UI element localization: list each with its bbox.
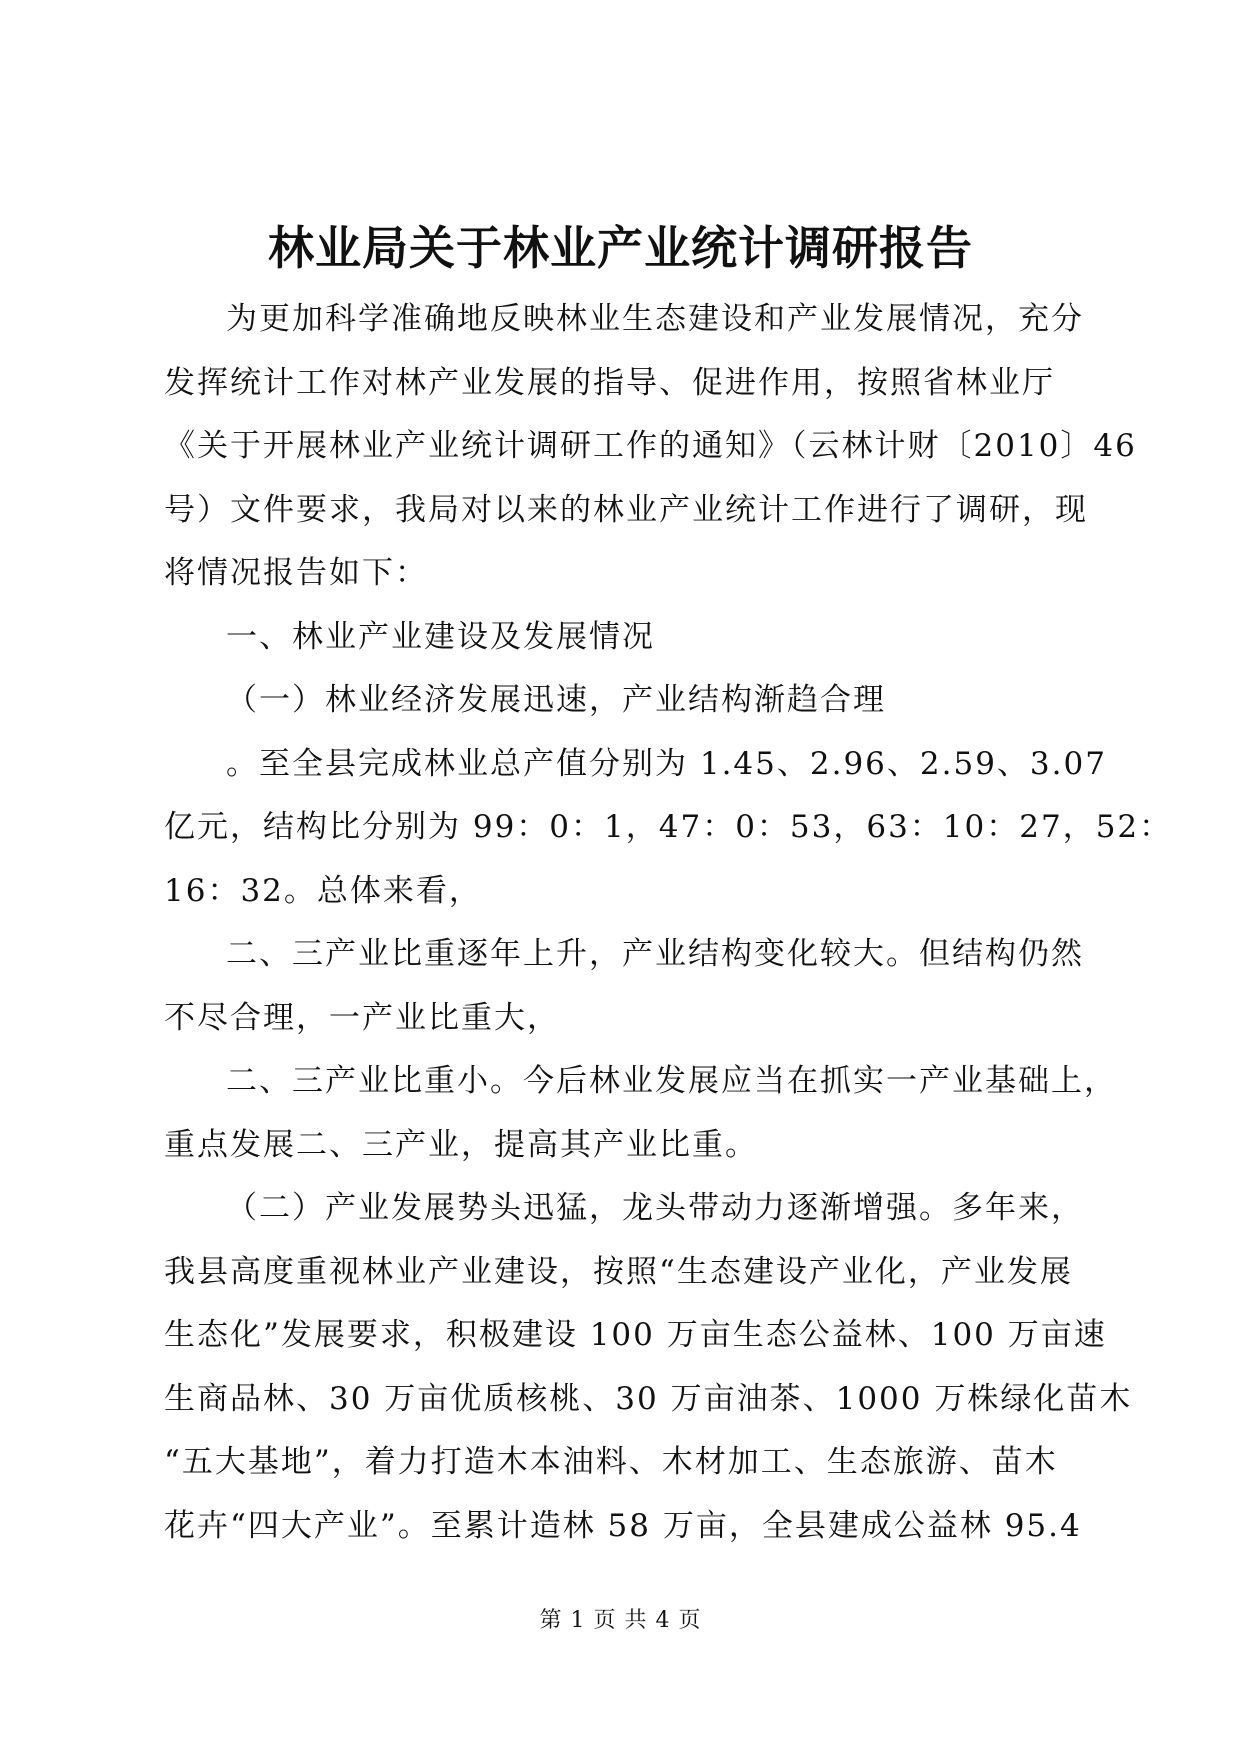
text-line: 。至全县完成林业总产值分别为 1.45、2.96、2.59、3.07 — [226, 745, 1107, 782]
text-line: 二、三产业比重逐年上升，产业结构变化较大。但结构仍然 — [226, 936, 1084, 972]
document-title: 林业局关于林业产业统计调研报告 — [268, 221, 973, 275]
text-line: 为更加科学准确地反映林业生态建设和产业发展情况，充分 — [226, 301, 1084, 337]
document-body — [164, 288, 1173, 1558]
section-heading — [164, 606, 1082, 670]
text-line: （二）产业发展势头迅猛，龙头带动力逐渐增强。多年来， — [226, 1190, 1084, 1226]
text-line: 重点发展二、三产业，提高其产业比重。 — [164, 1126, 758, 1163]
text-line: 二、三产业比重小。今后林业发展应当在抓实一产业基础上， — [226, 1063, 1117, 1099]
text-line: （一）林业经济发展迅速，产业结构渐趋合理 — [226, 682, 886, 718]
paragraph — [164, 733, 1173, 924]
text-line: 号）文件要求，我局对以来的林业产业统计工作进行了调研，现 — [164, 491, 1088, 528]
text-line: 发挥统计工作对林产业发展的指导、促进作用，按照省林业厅 — [164, 364, 1055, 401]
text-line: 生态化”发展要求，积极建设 100 万亩生态公益林、100 万亩速 — [164, 1317, 1107, 1353]
text-line: 将情况报告如下： — [164, 555, 428, 591]
text-line: 我县高度重视林业产业建设，按照“生态建设产业化，产业发展 — [164, 1253, 1073, 1290]
text-line: 不尽合理，一产业比重大， — [164, 999, 560, 1036]
text-line: 花卉“四大产业”。至累计造林 58 万亩，全县建成公益林 95.4 — [164, 1507, 1082, 1544]
text-line: 16：32。总体来看， — [164, 872, 482, 909]
text-line: 《关于开展林业产业统计调研工作的通知》（云林计财〔2010〕46 — [164, 428, 1137, 464]
paragraph — [164, 1050, 1117, 1177]
paragraph — [164, 923, 1082, 1050]
page-footer: 第 1 页 共 4 页 — [539, 1608, 702, 1633]
text-line: 亿元，结构比分别为 99：0：1，47：0：53，63：10：27，52： — [164, 809, 1173, 845]
paragraph — [164, 1177, 1133, 1558]
subsection-heading — [164, 669, 1082, 733]
text-line: 一、林业产业建设及发展情况 — [226, 618, 655, 655]
paragraph — [164, 288, 1137, 606]
text-line: “五大基地”，着力打造木本油料、木材加工、生态旅游、苗木 — [164, 1444, 1058, 1480]
text-line: 生商品林、30 万亩优质核桃、30 万亩油茶、1000 万株绿化苗木 — [164, 1380, 1133, 1417]
